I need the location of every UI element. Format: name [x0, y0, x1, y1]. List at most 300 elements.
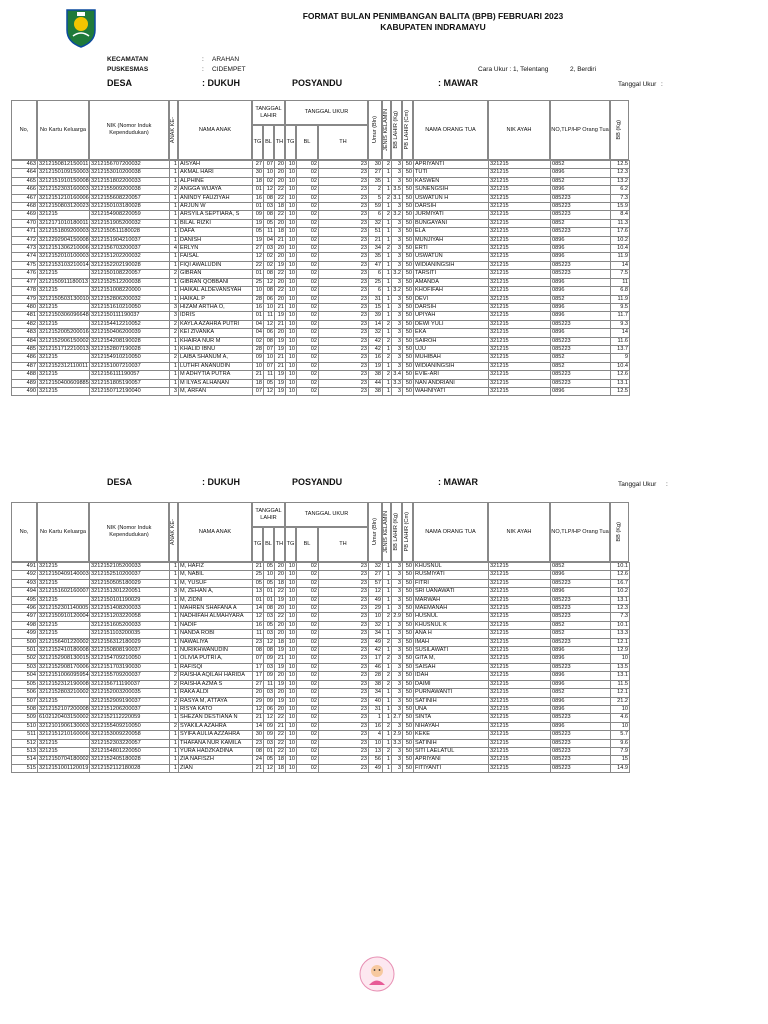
cell-nama-orang-tua: SUSILAWATI	[414, 647, 489, 655]
cell-nik-ayah: 321215	[489, 596, 551, 604]
cell-bb-lahir: 3	[392, 219, 403, 227]
cell-th-ukur: 23	[319, 638, 369, 646]
cell-pb-lahir: 50	[403, 655, 414, 663]
col-no-tlp-text: NO,TLP/HP Orang Tua	[551, 528, 609, 535]
table-row	[12, 278, 630, 286]
document-title: FORMAT BULAN PENIMBANGAN BALITA (BPB) FEBRUARI 2023	[302, 11, 564, 21]
cell-th-lahir: 20	[275, 605, 286, 613]
cell-anak-ke: 1	[170, 613, 179, 621]
table-row	[12, 177, 630, 185]
cell-bl-lahir: 03	[264, 689, 275, 697]
cell-no-tlp: 085223	[551, 320, 611, 328]
cell-nama-anak: ARSYILA SEPTIARA, S	[179, 211, 253, 219]
cell-bb-lahir: 3	[392, 655, 403, 663]
cell-no-kk: 321215	[38, 579, 90, 587]
cell-anak-ke: 1	[170, 345, 179, 353]
cell-pb-lahir: 50	[403, 579, 414, 587]
table-row	[12, 362, 630, 370]
cell-no: 487	[12, 362, 38, 370]
cell-nik: 3212151904210037	[90, 236, 170, 244]
cell-tg-ukur: 10	[286, 245, 297, 253]
cell-jenis-kelamin: 1	[383, 630, 392, 638]
cell-bb: 15	[611, 756, 630, 764]
col-th-lahir	[274, 527, 285, 562]
cell-jenis-kelamin: 1	[383, 689, 392, 697]
col-th-lahir-text: TH	[275, 139, 284, 145]
cell-tg-lahir: 16	[253, 194, 264, 202]
cell-jenis-kelamin: 1	[383, 387, 392, 395]
cell-nama-anak: MAHREN SHAFANA A	[179, 605, 253, 613]
cell-no: 495	[12, 596, 38, 604]
cell-jenis-kelamin: 2	[383, 161, 392, 169]
cell-nama-orang-tua: WAHNIYATI	[414, 387, 489, 395]
cell-no-tlp: 0896	[551, 278, 611, 286]
cell-bl-ukur: 02	[297, 588, 319, 596]
kecamatan-value: ARAHAN	[212, 56, 240, 63]
cell-th-ukur: 23	[319, 764, 369, 772]
cell-pb-lahir: 50	[403, 169, 414, 177]
cell-tg-lahir: 12	[253, 613, 264, 621]
cell-bl-lahir: 08	[264, 337, 275, 345]
cell-jenis-kelamin: 1	[383, 739, 392, 747]
cell-bl-ukur: 02	[297, 236, 319, 244]
cell-umur: 49	[369, 638, 383, 646]
cell-tg-lahir: 10	[253, 362, 264, 370]
cell-pb-lahir: 50	[403, 236, 414, 244]
cell-bb: 10.1	[611, 563, 630, 571]
cell-umur: 34	[369, 245, 383, 253]
cell-th-lahir: 18	[275, 638, 286, 646]
document-subtitle: KABUPATEN INDRAMAYU	[380, 22, 486, 32]
cell-bl-lahir: 10	[264, 354, 275, 362]
cell-nik-ayah: 321215	[489, 329, 551, 337]
cell-anak-ke: 1	[170, 756, 179, 764]
cell-bb: 10.4	[611, 245, 630, 253]
desa-label-2: DESA	[107, 477, 133, 487]
cell-no-kk: 3212152906150002	[39, 337, 89, 344]
cell-umur: 6	[369, 287, 383, 295]
cell-pb-lahir: 50	[403, 303, 414, 311]
cell-th-ukur: 23	[319, 714, 369, 722]
cell-nik: 3212152105200033	[90, 563, 170, 571]
cell-nama-anak: M, ZEHAN A,	[179, 588, 253, 596]
cell-no: 480	[12, 303, 38, 311]
col-no	[11, 100, 37, 160]
cell-no-tlp: 0852	[551, 621, 611, 629]
cell-pb-lahir: 50	[403, 714, 414, 722]
cell-th-ukur: 23	[319, 379, 369, 387]
cell-no-kk: 3212152908130015	[39, 655, 89, 662]
cell-no-tlp: 085223	[551, 579, 611, 587]
cell-th-lahir: 18	[275, 579, 286, 587]
table-row	[12, 253, 630, 261]
cell-nik: 3212152405180028	[90, 756, 170, 764]
cell-bb-lahir: 3	[392, 261, 403, 269]
cell-jenis-kelamin: 1	[383, 219, 392, 227]
col-th-ukur-text: TH	[339, 541, 347, 547]
cell-anak-ke: 1	[170, 228, 179, 236]
col-nik-text: NIK (Nomor Induk Kependudukan)	[106, 123, 152, 136]
cell-no-tlp: 0896	[551, 245, 611, 253]
cell-bl-lahir: 05	[264, 563, 275, 571]
cell-nama-anak: RISYA KATO	[179, 705, 253, 713]
cell-tg-lahir: 27	[253, 245, 264, 253]
cell-tg-lahir: 16	[253, 303, 264, 311]
cell-no-kk: 3212150109150003	[39, 169, 89, 176]
cell-bl-ukur: 02	[297, 621, 319, 629]
cell-no-tlp: 0896	[551, 588, 611, 596]
cell-nik: 3212153010200038	[90, 169, 170, 177]
cell-jenis-kelamin: 1	[383, 731, 392, 739]
cell-no-kk: 321215	[38, 596, 90, 604]
cell-nama-orang-tua: NIHAYAH	[414, 722, 489, 730]
cell-anak-ke: 2	[170, 680, 179, 688]
table-row	[12, 379, 630, 387]
col-anak-ke	[169, 100, 178, 160]
cell-th-ukur: 23	[319, 571, 369, 579]
cell-bb-lahir: 3	[392, 638, 403, 646]
cell-nama-orang-tua: UJU	[414, 345, 489, 353]
cell-umur: 2	[369, 186, 383, 194]
cell-bb: 12.5	[611, 161, 630, 169]
cell-nama-anak: GIBRAN	[179, 270, 253, 278]
cell-tg-ukur: 10	[286, 169, 297, 177]
cell-no: 500	[12, 638, 38, 646]
cell-nama-orang-tua: FITRI	[414, 579, 489, 587]
cell-no-kk: 3212151006095954	[39, 672, 89, 679]
cell-bb: 8.4	[611, 211, 630, 219]
tanggal-ukur-label-2: Tanggal Ukur	[618, 481, 657, 488]
col-tg-ukur-text: TG	[286, 139, 295, 145]
table-row	[12, 630, 630, 638]
cell-th-lahir: 22	[275, 747, 286, 755]
cell-nik-ayah: 321215	[489, 630, 551, 638]
cell-tg-ukur: 10	[286, 211, 297, 219]
cell-nama-anak: BILAL RIZKI	[179, 219, 253, 227]
col-no-tlp	[550, 502, 610, 562]
cell-no: 509	[12, 714, 38, 722]
cell-no-kk: 3212151001120019	[39, 764, 89, 771]
cell-pb-lahir: 50	[403, 329, 414, 337]
cell-th-ukur: 23	[319, 270, 369, 278]
cell-bl-ukur: 02	[297, 320, 319, 328]
cell-th-lahir: 20	[275, 278, 286, 286]
cell-bl-ukur: 02	[297, 278, 319, 286]
cell-jenis-kelamin: 1	[383, 379, 392, 387]
cell-nik: 3212151802200033	[90, 177, 170, 185]
cara-ukur-text-2: 2, Berdiri	[570, 66, 597, 73]
cell-th-ukur: 23	[319, 245, 369, 253]
cell-anak-ke: 1	[170, 689, 179, 697]
cell-bb-lahir: 3	[392, 680, 403, 688]
cell-tg-lahir: 19	[253, 236, 264, 244]
col-pb-lahir-text: PB LAHIR (Cm)	[404, 110, 410, 150]
cell-bb: 15.9	[611, 203, 630, 211]
cell-bl-ukur: 02	[297, 354, 319, 362]
cell-tg-ukur: 10	[286, 638, 297, 646]
cell-nama-anak: FIQI AWALUDIN	[179, 261, 253, 269]
cell-umur: 34	[369, 630, 383, 638]
cell-nama-orang-tua: SRI UANAWATI	[414, 588, 489, 596]
cell-anak-ke: 3	[170, 387, 179, 395]
cell-th-lahir: 20	[275, 705, 286, 713]
cell-nama-anak: KAYLA AZAHRA PUTRI	[179, 320, 253, 328]
col-tanggal-lahir-text: TANGGAL LAHIR	[255, 105, 282, 119]
cell-no: 489	[12, 379, 38, 387]
cell-nama-anak: ZIAN	[179, 764, 253, 772]
col-bb-lahir	[391, 502, 402, 562]
cell-bl-ukur: 02	[297, 747, 319, 755]
cell-th-lahir: 18	[275, 203, 286, 211]
cell-bb-lahir: 3	[392, 228, 403, 236]
table-row	[12, 345, 630, 353]
cell-no-tlp: 085223	[551, 764, 611, 772]
cell-bl-lahir: 07	[264, 161, 275, 169]
cell-bb-lahir: 3.3	[393, 739, 401, 746]
cell-no: 467	[12, 194, 38, 202]
cell-bl-ukur: 02	[297, 714, 319, 722]
cell-nama-anak: RASYA M, ATTAYA	[179, 697, 253, 705]
cell-no: 494	[12, 588, 38, 596]
posyandu-value: : MAWAR	[438, 78, 478, 88]
cell-bl-lahir: 05	[264, 579, 275, 587]
cell-umur: 42	[369, 345, 383, 353]
cell-anak-ke: 1	[170, 739, 179, 747]
cell-nama-orang-tua: EKA	[414, 329, 489, 337]
cell-tg-ukur: 10	[286, 287, 297, 295]
cell-nama-orang-tua: PURNAWANTI	[414, 689, 489, 697]
cell-jenis-kelamin: 1	[383, 579, 392, 587]
cell-bl-ukur: 02	[297, 169, 319, 177]
col-tanggal-lahir-text: TANGGAL LAHIR	[255, 507, 282, 521]
cell-jenis-kelamin: 1	[383, 287, 392, 295]
cell-no-tlp: 0896	[551, 571, 611, 579]
cell-th-ukur: 23	[319, 337, 369, 345]
cell-nama-anak: M, HAFIZ	[179, 563, 253, 571]
cell-tg-ukur: 10	[286, 747, 297, 755]
col-bb-lahir	[391, 100, 402, 160]
cell-tg-ukur: 10	[286, 689, 297, 697]
cell-bl-ukur: 02	[297, 387, 319, 395]
cell-tg-lahir: 10	[253, 287, 264, 295]
cell-anak-ke: 1	[170, 571, 179, 579]
cell-nik: 3212151301220051	[90, 588, 170, 596]
cell-pb-lahir: 50	[403, 756, 414, 764]
cell-anak-ke: 1	[170, 177, 179, 185]
cell-no: 474	[12, 253, 38, 261]
cell-no-kk: 321215	[38, 303, 90, 311]
cell-bb: 10	[611, 722, 630, 730]
cell-tg-lahir: 05	[253, 228, 264, 236]
cell-anak-ke: 1	[170, 647, 179, 655]
table-row	[12, 672, 630, 680]
cell-no: 477	[12, 278, 38, 286]
cell-umur: 32	[369, 563, 383, 571]
cell-nik: 3212154801220050	[90, 747, 170, 755]
cell-bl-ukur: 02	[297, 689, 319, 697]
cell-no-tlp: 085223	[551, 756, 611, 764]
cell-pb-lahir: 50	[403, 245, 414, 253]
cell-th-ukur: 23	[319, 731, 369, 739]
cell-umur: 42	[369, 647, 383, 655]
cell-jenis-kelamin: 1	[383, 329, 392, 337]
cell-bl-ukur: 02	[297, 329, 319, 337]
cell-tg-ukur: 10	[286, 345, 297, 353]
col-umur-text: Umur (Bln)	[371, 116, 378, 144]
cell-jenis-kelamin: 1	[383, 278, 392, 286]
cell-th-lahir: 18	[275, 228, 286, 236]
table-row	[12, 731, 630, 739]
cell-nama-anak: HAIKAL P	[179, 295, 253, 303]
cell-th-ukur: 23	[319, 261, 369, 269]
cell-th-ukur: 23	[319, 579, 369, 587]
cell-no: 503	[12, 663, 38, 671]
cell-nama-orang-tua: SATINIH	[414, 697, 489, 705]
cell-nik-ayah: 321215	[489, 337, 551, 345]
cell-th-lahir: 19	[275, 596, 286, 604]
cell-tg-ukur: 10	[286, 579, 297, 587]
cell-jenis-kelamin: 2	[383, 245, 392, 253]
desa-label: DESA	[107, 78, 133, 88]
cell-nama-anak: KHAIRA NUR M	[179, 337, 253, 345]
cell-nama-anak: SYAKILA AZAHRA	[179, 722, 253, 730]
cell-bl-lahir: 05	[264, 379, 275, 387]
cell-nik-ayah: 321215	[489, 663, 551, 671]
puskesmas-label: PUSKESMAS	[107, 66, 149, 73]
cell-anak-ke: 1	[170, 731, 179, 739]
cell-th-lahir: 19	[275, 371, 286, 379]
cell-nik-ayah: 321215	[489, 605, 551, 613]
cell-jenis-kelamin: 1	[383, 362, 392, 370]
cell-nama-anak: DANISH	[179, 236, 253, 244]
cell-tg-ukur: 10	[286, 705, 297, 713]
cell-tg-ukur: 10	[286, 329, 297, 337]
table-row	[12, 270, 630, 278]
cell-th-lahir: 22	[275, 270, 286, 278]
cell-bl-lahir: 08	[264, 287, 275, 295]
col-bb-text: BB (Kg)	[616, 120, 622, 140]
cell-no-tlp: 0896	[551, 647, 611, 655]
cell-bl-ukur: 02	[297, 371, 319, 379]
cell-bb: 14	[611, 329, 630, 337]
cell-bb-lahir: 3	[392, 312, 403, 320]
cell-th-ukur: 23	[319, 387, 369, 395]
cara-ukur-text: Cara Ukur : 1, Telentang	[478, 66, 549, 73]
cell-nik: 3212150511180028	[90, 228, 170, 236]
cell-tg-lahir: 13	[253, 588, 264, 596]
cell-nik: 3212153009220058	[90, 731, 170, 739]
cell-nik: 3212150505180029	[90, 579, 170, 587]
cell-bl-lahir: 05	[264, 621, 275, 629]
cell-umur: 38	[369, 387, 383, 395]
cell-th-ukur: 23	[319, 613, 369, 621]
cell-nik: 3212150111190037	[90, 312, 170, 320]
cell-no-tlp: 0852	[551, 362, 611, 370]
cell-bl-lahir: 01	[264, 588, 275, 596]
cell-umur: 6	[369, 270, 383, 278]
cell-nik-ayah: 321215	[489, 722, 551, 730]
posyandu-value-2: : MAWAR	[438, 477, 478, 487]
cell-no-kk: 321215	[38, 354, 90, 362]
kecamatan-colon: :	[202, 56, 204, 63]
cell-bb: 10	[611, 705, 630, 713]
cell-no-kk: 3212151712210013	[39, 345, 89, 352]
cell-jenis-kelamin: 1	[383, 621, 392, 629]
cell-pb-lahir: 50	[403, 596, 414, 604]
cell-umur: 12	[369, 588, 383, 596]
cell-bb: 5.7	[611, 731, 630, 739]
cell-nik-ayah: 321215	[489, 705, 551, 713]
cell-tg-ukur: 10	[286, 354, 297, 362]
cell-bl-ukur: 02	[297, 764, 319, 772]
cell-th-lahir: 21	[275, 303, 286, 311]
cell-nama-anak: YURA HADZKADINA	[179, 747, 253, 755]
cell-th-ukur: 23	[319, 287, 369, 295]
cell-anak-ke: 1	[170, 337, 179, 345]
cell-bl-ukur: 02	[297, 605, 319, 613]
cell-bb-lahir: 2.9	[393, 731, 401, 738]
cell-th-lahir: 19	[275, 261, 286, 269]
cell-umur: 27	[369, 169, 383, 177]
cell-th-ukur: 23	[319, 588, 369, 596]
cell-nik-ayah: 321215	[489, 228, 551, 236]
cell-nama-orang-tua: ANA H	[414, 630, 489, 638]
cell-tg-lahir: 11	[253, 630, 264, 638]
cell-th-ukur: 23	[319, 371, 369, 379]
cell-bl-lahir: 11	[264, 680, 275, 688]
col-nik-ayah-text: NIK AYAH	[506, 528, 532, 535]
cell-nama-orang-tua: TARSITI	[414, 270, 489, 278]
cell-tg-ukur: 10	[286, 596, 297, 604]
cell-bl-ukur: 02	[297, 295, 319, 303]
cell-no-kk: 3212152303160003	[39, 186, 89, 193]
cell-bl-lahir: 03	[264, 663, 275, 671]
cell-bl-lahir: 09	[264, 731, 275, 739]
cell-jenis-kelamin: 1	[383, 203, 392, 211]
col-no-kk	[37, 100, 89, 160]
cell-no: 490	[12, 387, 38, 395]
cell-anak-ke: 1	[170, 211, 179, 219]
cell-bl-ukur: 02	[297, 253, 319, 261]
cell-bl-lahir: 09	[264, 697, 275, 705]
cell-umur: 6	[369, 211, 383, 219]
cell-no-kk: 3212152005200016	[39, 329, 89, 336]
cell-nama-orang-tua: UPIYAH	[414, 312, 489, 320]
cell-bl-ukur: 02	[297, 596, 319, 604]
cell-nama-orang-tua: AMANDA	[414, 278, 489, 286]
cell-nama-orang-tua: DARSIH	[414, 203, 489, 211]
cell-th-ukur: 23	[319, 253, 369, 261]
kecamatan-label: KECAMATAN	[107, 56, 148, 63]
cell-th-lahir: 20	[275, 621, 286, 629]
cell-bl-lahir: 08	[264, 605, 275, 613]
cell-th-lahir: 21	[275, 655, 286, 663]
cell-nama-anak: ERLYN	[179, 245, 253, 253]
col-tg-ukur-text: TG	[286, 541, 295, 547]
cell-tg-lahir: 12	[253, 705, 264, 713]
cell-no-tlp: 0896	[551, 387, 611, 395]
cell-bl-lahir: 03	[264, 739, 275, 747]
cell-tg-lahir: 14	[253, 722, 264, 730]
cell-no-kk: 321215	[38, 563, 90, 571]
cell-bb: 13.7	[611, 345, 630, 353]
cell-pb-lahir: 50	[403, 722, 414, 730]
cell-pb-lahir: 50	[403, 228, 414, 236]
cell-bl-lahir: 12	[264, 320, 275, 328]
cell-th-ukur: 23	[319, 756, 369, 764]
cell-nama-orang-tua: SUNENGSIH	[414, 186, 489, 194]
cell-pb-lahir: 50	[403, 354, 414, 362]
